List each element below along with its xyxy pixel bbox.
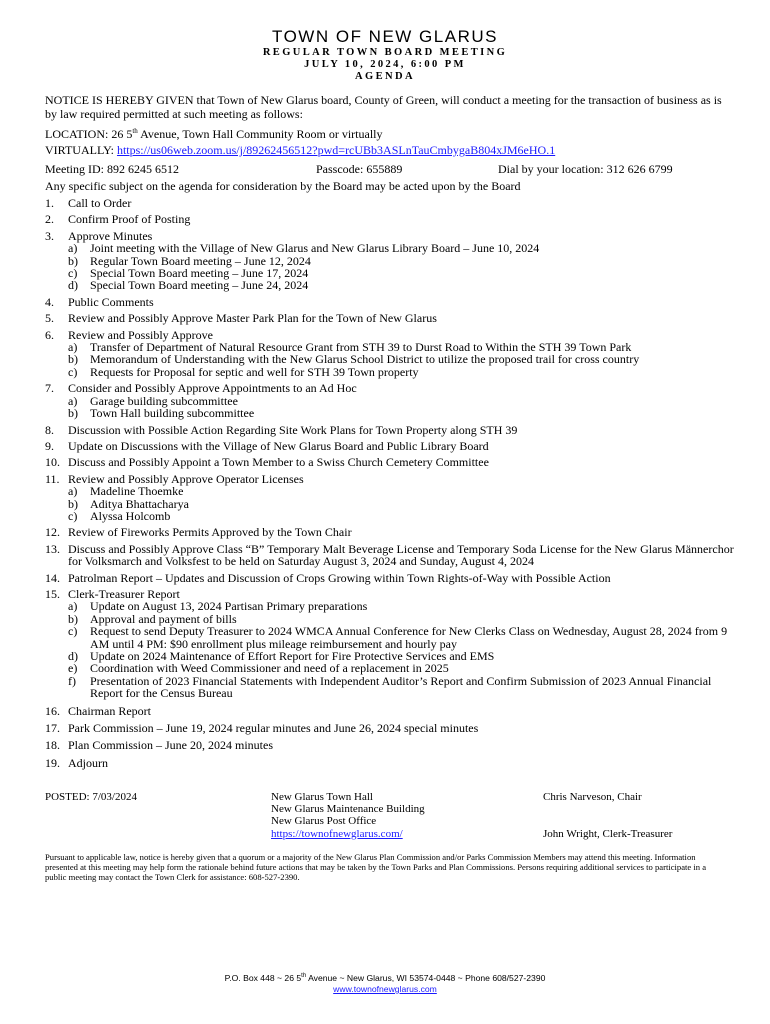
agenda-item-number: 9. [45, 438, 54, 453]
agenda-subitem-text: Joint meeting with the Village of New Glarus and New Glarus Library Board – June 10, 2024 [90, 241, 540, 256]
footer-address-sup: th [301, 973, 307, 980]
agenda-item [45, 722, 735, 734]
agenda-subitem [68, 407, 735, 419]
agenda-item-number: 6. [45, 327, 54, 342]
agenda-subitem-text: Town Hall building subcommittee [90, 406, 255, 421]
passcode: Passcode: 655889 [316, 162, 403, 176]
agenda-item-number: 18. [45, 738, 60, 753]
agenda-subitems [68, 485, 735, 522]
agenda-item [45, 757, 735, 769]
agenda-item-text: Review and Possibly Approve Operator Licenses [68, 471, 304, 486]
agenda-subitem-text: Memorandum of Understanding with the New Glarus School District to utilize the proposed trail for cross country [90, 352, 640, 367]
agenda-subitem [68, 485, 735, 497]
agenda-subitem [68, 675, 735, 700]
agenda-subitem-letter: a) [68, 393, 78, 408]
agenda-item-number: 1. [45, 196, 54, 210]
location-prefix: LOCATION: 26 5 [45, 127, 133, 141]
agenda-subitem-letter: d) [68, 649, 78, 663]
agenda-subitem-letter: c) [68, 364, 78, 379]
agenda-subitem-text: Madeline Thoemke [90, 484, 184, 499]
virtual-label: VIRTUALLY: [45, 143, 117, 157]
agenda-subitem-letter: b) [68, 352, 78, 367]
agenda-item-text: Call to Order [68, 196, 132, 210]
agenda-item-number: 19. [45, 755, 60, 770]
agenda-subitem-text: Coordination with Weed Commissioner and need of a replacement in 2025 [90, 661, 449, 676]
location-rest: Avenue, Town Hall Community Room or virtually [137, 127, 383, 141]
agenda-item-text: Plan Commission – June 20, 2024 minutes [68, 738, 274, 753]
agenda-subitem-text: Regular Town Board meeting – June 12, 2024 [90, 253, 311, 268]
agenda-item [45, 312, 735, 324]
signatories [543, 791, 672, 840]
agenda-subitems [68, 600, 735, 699]
agenda-subitem-letter: b) [68, 406, 78, 421]
agenda-item-number: 10. [45, 455, 60, 470]
agenda-item [45, 230, 735, 292]
agenda-item-text: Clerk-Treasurer Report [68, 586, 180, 601]
posting-location: New Glarus Post Office [271, 815, 377, 828]
agenda-item-text: Patrolman Report – Updates and Discussion of Crops Growing within Town Rights-of-Way with Possible Action [68, 570, 611, 585]
agenda-subitem [68, 242, 735, 254]
agenda-subitem-letter: a) [68, 241, 78, 256]
agenda-item-text: Update on Discussions with the Village of New Glarus Board and Public Library Board [68, 438, 489, 453]
agenda-subitem-letter: c) [68, 508, 78, 523]
meeting-id: Meeting ID: 892 6245 6512 [45, 162, 179, 176]
agenda-item-number: 4. [45, 294, 54, 309]
agenda-subitem-text: Special Town Board meeting – June 24, 2024 [90, 278, 309, 293]
agenda-item-number: 8. [45, 422, 54, 437]
agenda-item-text: Discuss and Possibly Appoint a Town Member to a Swiss Church Cemetery Committee [68, 455, 489, 470]
agenda-item-number: 13. [45, 541, 60, 556]
agenda-item-text: Adjourn [68, 755, 108, 770]
agenda-item [45, 572, 735, 584]
agenda-subitem-letter: b) [68, 253, 78, 268]
meeting-datetime: JULY 10, 2024, 6:00 PM [304, 59, 466, 70]
agenda-item [45, 543, 735, 568]
virtual-line [45, 144, 735, 158]
agenda-item-text: Discuss and Possibly Approve Class “B” Temporary Malt Beverage License and Temporary Soda License for the New Glarus Männerchor for Volksmarch and Volksfest to be held on Saturday August 3, 2024 and Sunday, August 4, 2024 [68, 541, 734, 569]
agenda-item-number: 15. [45, 586, 60, 601]
agenda-item-number: 11. [45, 471, 60, 486]
agenda-item-text: Review and Possibly Approve Master Park Plan for the Town of New Glarus [68, 311, 437, 326]
agenda-subitem [68, 625, 735, 650]
agenda-subitem-text: Update on 2024 Maintenance of Effort Report for Fire Protective Services and EMS [90, 649, 495, 663]
agenda-subitem-letter: a) [68, 340, 78, 355]
agenda-item [45, 213, 735, 225]
agenda-subitem [68, 662, 735, 674]
location-line [45, 125, 735, 142]
agenda-subitem-text: Alyssa Holcomb [90, 508, 171, 523]
footer-address-prefix: P.O. Box 448 ~ 26 5 [224, 973, 302, 983]
agenda-subitem [68, 366, 735, 378]
agenda-item-text: Public Comments [68, 294, 154, 309]
agenda-item-text: Confirm Proof of Posting [68, 212, 191, 227]
agenda-subitem-text: Transfer of Department of Natural Resource Grant from STH 39 to Durst Road to Within the STH 39 Town Park [90, 340, 632, 355]
posting-locations [271, 791, 425, 840]
agenda-item-number: 16. [45, 703, 60, 718]
agenda-subitem-text: Request to send Deputy Treasurer to 2024 WMCA Annual Conference for New Clerks Class on Wednesday, August 28, 2024 from 9 AM until 4 PM: $90 enrollment plus mileage reimbursement and hourly pay [90, 624, 728, 651]
agenda-subitem-letter: b) [68, 496, 78, 511]
agenda-item-text: Park Commission – June 19, 2024 regular minutes and June 26, 2024 special minutes [68, 721, 479, 736]
footer-address [0, 973, 770, 983]
agenda-subitem [68, 600, 735, 612]
agenda-list [45, 197, 735, 769]
quorum-notice: Pursuant to applicable law, notice is hereby given that a quorum or a majority of the New Glarus Plan Commission and/or Parks Commission Members may attend this meeting. Information presented at this meeting may help form the rationale behind future actions that may be taken by the Town Parks and Plan Commissions. Persons requiring additional services to participate in a public meeting may contact the Town Clerk for assistance: 608-527-2390. [45, 852, 707, 883]
posting-location: New Glarus Maintenance Building [271, 803, 425, 816]
agenda-item-text: Chairman Report [68, 703, 151, 718]
agenda-item-number: 17. [45, 721, 60, 736]
agenda-subitem-text: Requests for Proposal for septic and well for STH 39 Town property [90, 364, 419, 379]
town-website-link[interactable]: https://townofnewglarus.com/ [271, 827, 403, 840]
agenda-item [45, 382, 735, 419]
agenda-item-text: Review and Possibly Approve [68, 327, 213, 342]
agenda-subitems [68, 341, 735, 378]
agenda-subitem-letter: d) [68, 278, 78, 293]
agenda-subitem-letter: a) [68, 484, 78, 499]
agenda-subitem-text: Approval and payment of bills [90, 611, 237, 626]
subject-note: Any specific subject on the agenda for consideration by the Board may be acted upon by the Board [45, 179, 521, 193]
meeting-type: REGULAR TOWN BOARD MEETING [262, 47, 508, 58]
agenda-item-text: Approve Minutes [68, 228, 153, 243]
chair-name: Chris Narveson, Chair [543, 791, 642, 803]
footer-address-rest: Avenue ~ New Glarus, WI 53574-0448 ~ Phone 608/527-2390 [306, 973, 546, 983]
agenda-subitem-letter: c) [68, 624, 78, 639]
agenda-subitems [68, 242, 735, 292]
agenda-item-number: 14. [45, 570, 60, 585]
location-sup: th [132, 127, 138, 135]
agenda-item [45, 329, 735, 379]
agenda-item [45, 526, 735, 538]
footer-website-link[interactable]: www.townofnewglarus.com [333, 984, 437, 994]
agenda-item [45, 456, 735, 468]
agenda-item-number: 5. [45, 311, 54, 326]
agenda-item-number: 12. [45, 525, 60, 540]
clerk-name: John Wright, Clerk-Treasurer [543, 827, 673, 840]
agenda-subitem-text: Garage building subcommittee [90, 393, 238, 408]
zoom-link[interactable]: https://us06web.zoom.us/j/89262456512?pwd=rcUBb3ASLnTauCmbygaB804xJM6eHO.1 [116, 143, 556, 157]
agenda-item-text: Discussion with Possible Action Regarding Site Work Plans for Town Property along STH 39 [68, 422, 518, 437]
agenda-item [45, 739, 735, 751]
agenda-item [45, 424, 735, 436]
posted-date: POSTED: 7/03/2024 [45, 791, 137, 803]
agenda-item [45, 296, 735, 308]
agenda-subitem-letter: a) [68, 599, 78, 614]
agenda-subitems [68, 395, 735, 420]
agenda-item [45, 473, 735, 523]
agenda-item [45, 588, 735, 700]
agenda-item-text: Review of Fireworks Permits Approved by the Town Chair [68, 525, 352, 540]
agenda-subitem-text: Aditya Bhattacharya [90, 496, 189, 511]
agenda-subitem [68, 279, 735, 291]
agenda-item [45, 705, 735, 717]
posting-location: New Glarus Town Hall [271, 791, 373, 803]
agenda-subitem-letter: e) [68, 661, 78, 676]
town-title: TOWN OF NEW GLARUS [272, 27, 498, 46]
dial-in: Dial by your location: 312 626 6799 [498, 162, 673, 176]
agenda-subitem-text: Presentation of 2023 Financial Statements with Independent Auditor’s Report and Confirm Submission of 2023 Annual Financial Report for the Census Bureau [90, 673, 712, 701]
notice-paragraph: NOTICE IS HEREBY GIVEN that Town of New Glarus board, County of Green, will conduct a meeting for the transaction of business as is by law required permitted at such meeting as follows: [45, 93, 722, 121]
agenda-item-number: 7. [45, 381, 54, 396]
agenda-subitem-letter: b) [68, 611, 78, 626]
agenda-item-text: Consider and Possibly Approve Appointments to an Ad Hoc [68, 381, 357, 396]
agenda-subitem-letter: c) [68, 266, 78, 281]
agenda-item [45, 197, 735, 209]
agenda-subitem-text: Special Town Board meeting – June 17, 2024 [90, 266, 309, 281]
agenda-heading: AGENDA [355, 71, 415, 82]
agenda-item-number: 3. [45, 228, 54, 243]
agenda-subitem-text: Update on August 13, 2024 Partisan Primary preparations [90, 599, 368, 614]
agenda-item-number: 2. [45, 212, 54, 227]
agenda-subitem [68, 353, 735, 365]
agenda-subitem-letter: f) [68, 673, 76, 688]
agenda-item [45, 440, 735, 452]
agenda-subitem [68, 510, 735, 522]
